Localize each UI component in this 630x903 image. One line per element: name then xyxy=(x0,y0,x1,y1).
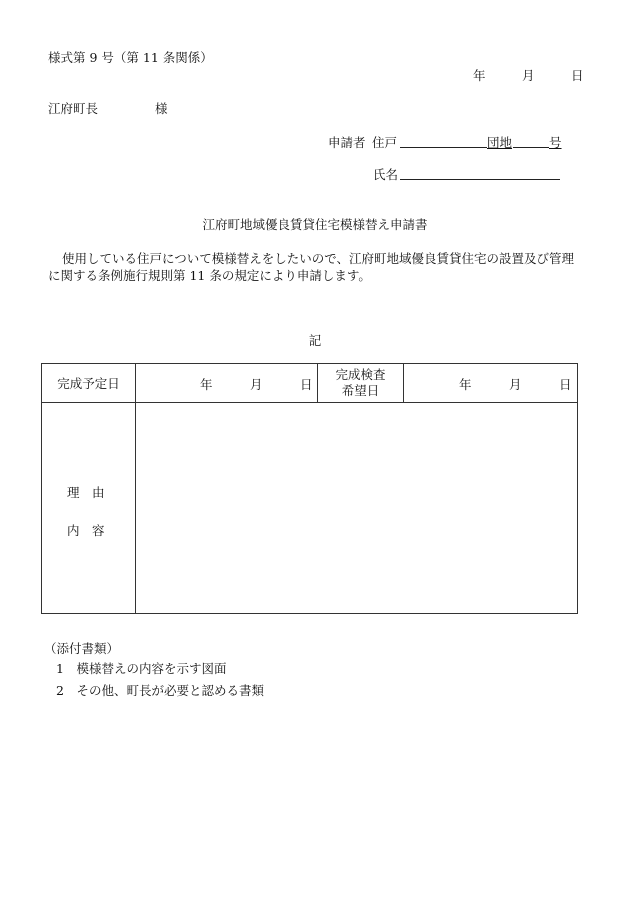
completion-day-label: 日 xyxy=(300,377,313,392)
content-label: 内 容 xyxy=(67,523,105,538)
address-field[interactable] xyxy=(400,133,487,148)
inspection-date-label xyxy=(318,364,404,403)
date-month-label: 月 xyxy=(522,68,535,83)
danchi-label: 団地 xyxy=(487,135,513,150)
addressee-name: 江府町長 xyxy=(48,101,99,116)
date-year-label: 年 xyxy=(473,68,486,83)
inspection-month-label: 月 xyxy=(509,377,522,392)
document-title: 江府町地域優良賃貸住宅模様替え申請書 xyxy=(202,217,428,232)
completion-month-label: 月 xyxy=(250,377,263,392)
address-label: 住戸 xyxy=(372,135,398,150)
inspection-date-field[interactable] xyxy=(404,364,578,403)
inspection-label-line-1: 完成検査 xyxy=(335,367,386,382)
attachments-heading: （添付書類） xyxy=(44,641,120,656)
attachment-item: 2 その他、町長が必要と認める書類 xyxy=(56,683,264,698)
reason-label: 理 由 xyxy=(67,485,105,500)
inspection-label-line-2: 希望日 xyxy=(341,383,380,398)
name-field[interactable] xyxy=(400,165,560,180)
body-line-2: に関する条例施行規則第 11 条の規定により申請します。 xyxy=(48,268,371,283)
reason-content-label xyxy=(42,403,136,614)
name-label: 氏名 xyxy=(373,167,399,182)
completion-planned-label: 完成予定日 xyxy=(42,364,136,403)
room-number-field[interactable] xyxy=(513,133,549,148)
body-line-1: 使用している住戸について模様替えをしたいので、江府町地域優良賃貸住宅の設置及び管理 xyxy=(62,251,575,266)
attachment-item: 1 模様替えの内容を示す図面 xyxy=(56,661,227,676)
inspection-day-label: 日 xyxy=(559,377,572,392)
addressee-honorific: 様 xyxy=(155,101,168,116)
applicant-label: 申請者 xyxy=(328,135,366,150)
room-number-label: 号 xyxy=(549,135,562,150)
completion-planned-date-field[interactable] xyxy=(136,364,318,403)
inspection-year-label: 年 xyxy=(459,377,472,392)
completion-year-label: 年 xyxy=(200,377,213,392)
ki-label: 記 xyxy=(308,333,322,348)
reason-content-field[interactable] xyxy=(136,403,578,614)
date-day-label: 日 xyxy=(571,68,584,83)
application-table xyxy=(41,363,578,614)
form-number: 様式第 9 号（第 11 条関係） xyxy=(48,50,213,65)
